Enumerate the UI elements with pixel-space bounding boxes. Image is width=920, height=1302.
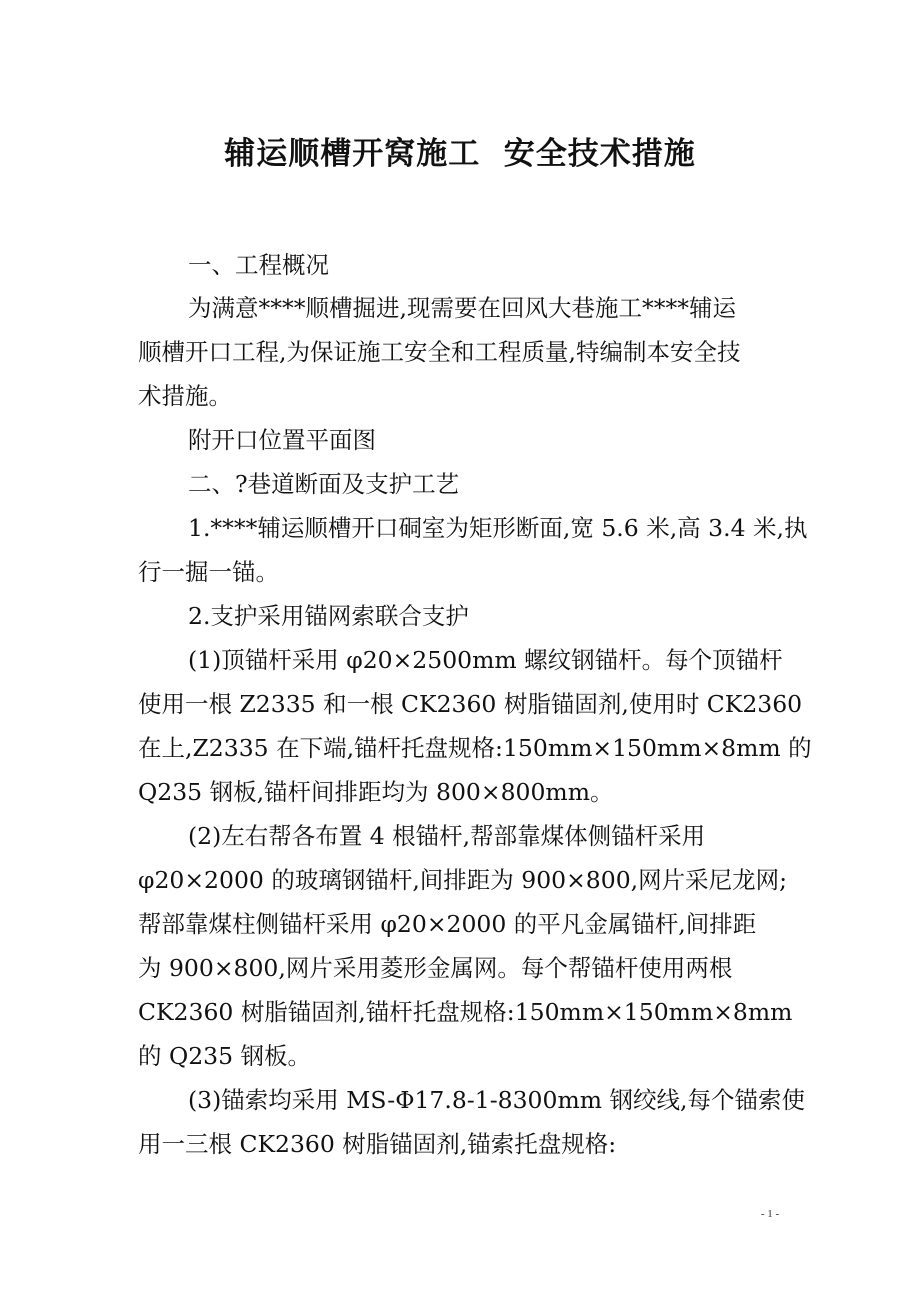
section-heading-overview: 一、工程概况	[188, 251, 329, 279]
paragraph-line: Q235 钢板,锚杆间排距均为 800×800mm。	[138, 778, 614, 806]
paragraph-line: 术措施。	[138, 382, 232, 410]
document-title: 辅运顺槽开窝施工 安全技术措施	[224, 136, 696, 172]
paragraph-line: 帮部靠煤柱侧锚杆采用 φ20×2000 的平凡金属锚杆,间排距	[138, 910, 757, 938]
paragraph-line: (1)顶锚杆采用 φ20×2500mm 螺纹钢锚杆。每个顶锚杆	[188, 646, 783, 674]
section-heading-support: 二、?巷道断面及支护工艺	[188, 470, 460, 498]
paragraph-line: 使用一根 Z2335 和一根 CK2360 树脂锚固剂,使用时 CK2360	[138, 690, 803, 718]
paragraph-line: (2)左右帮各布置 4 根锚杆,帮部靠煤体侧锚杆采用	[188, 822, 706, 850]
paragraph-line: 用一三根 CK2360 树脂锚固剂,锚索托盘规格:	[138, 1130, 617, 1158]
paragraph-line: 为 900×800,网片采用菱形金属网。每个帮锚杆使用两根	[138, 954, 733, 982]
paragraph-line: 的 Q235 钢板。	[138, 1042, 312, 1070]
paragraph-line: 顺槽开口工程,为保证施工安全和工程质量,特编制本安全技	[138, 338, 741, 366]
paragraph-line: 在上,Z2335 在下端,锚杆托盘规格:150mm×150mm×8mm 的	[138, 734, 812, 762]
page-number: - 1 -	[760, 1208, 780, 1220]
attachment-line: 附开口位置平面图	[188, 426, 376, 454]
paragraph-line: 2.支护采用锚网索联合支护	[188, 602, 469, 630]
paragraph-line: 行一掘一锚。	[138, 558, 279, 586]
paragraph-line: CK2360 树脂锚固剂,锚杆托盘规格:150mm×150mm×8mm	[138, 998, 793, 1026]
paragraph-line: 1.****辅运顺槽开口硐室为矩形断面,宽 5.6 米,高 3.4 米,执	[188, 514, 808, 542]
paragraph-line: φ20×2000 的玻璃钢锚杆,间排距为 900×800,网片采尼龙网;	[138, 866, 788, 894]
paragraph-line: (3)锚索均采用 MS-Φ17.8-1-8300mm 钢绞线,每个锚索使	[188, 1086, 805, 1114]
paragraph-line: 为满意****顺槽掘进,现需要在回风大巷施工****辅运	[188, 294, 736, 322]
